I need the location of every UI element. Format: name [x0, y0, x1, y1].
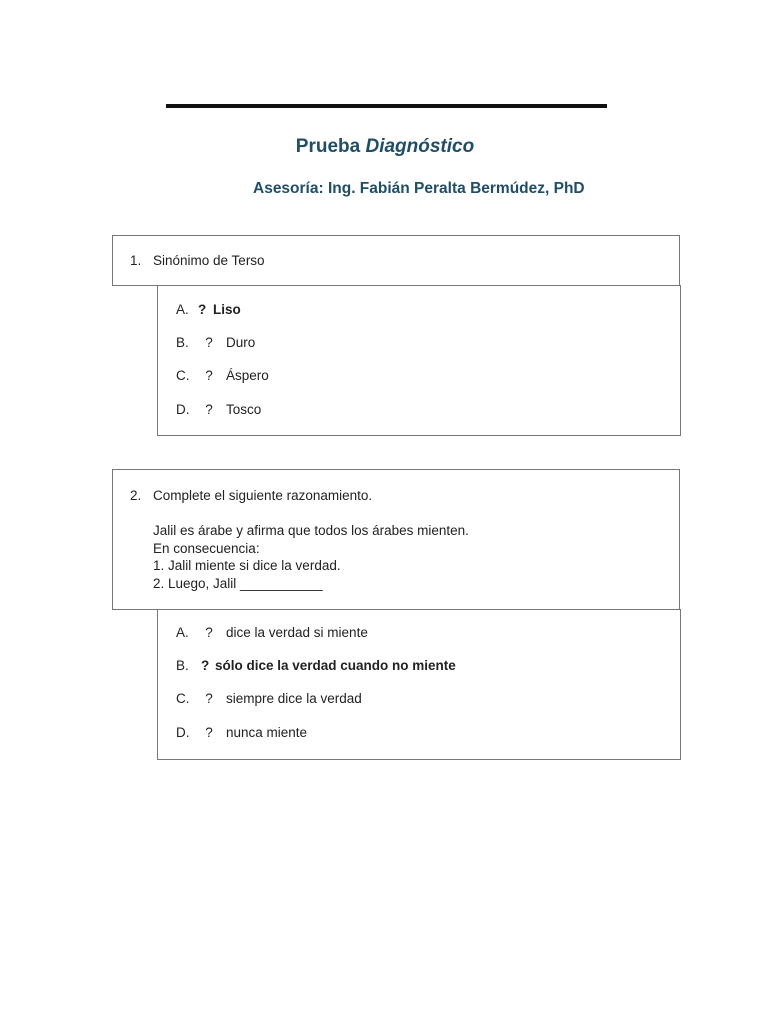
option-mark: ?	[205, 402, 213, 417]
option-text: Duro	[226, 335, 256, 350]
option-letter: C.	[176, 368, 190, 383]
option-b[interactable]	[176, 335, 255, 350]
question-text: Sinónimo de Terso	[153, 253, 265, 268]
option-text: Liso	[213, 302, 241, 317]
option-text: dice la verdad si miente	[226, 625, 368, 640]
option-letter: D.	[176, 402, 190, 417]
question-number: 2.	[130, 488, 142, 503]
option-mark: ?	[205, 691, 213, 706]
page-subtitle: Asesoría: Ing. Fabián Peralta Bermúdez, PhD	[253, 180, 585, 197]
option-mark: ?	[205, 368, 213, 383]
question-1-box	[112, 235, 680, 286]
option-a[interactable]	[176, 302, 241, 317]
option-text: sólo dice la verdad cuando no miente	[215, 658, 456, 673]
option-text: Tosco	[226, 402, 262, 417]
option-d[interactable]	[176, 402, 261, 417]
option-mark: ?	[205, 725, 213, 740]
question-text: Complete el siguiente razonamiento.	[153, 488, 373, 503]
option-c[interactable]	[176, 368, 269, 383]
premise-line-4: 2. Luego, Jalil ___________	[153, 575, 323, 591]
option-text: nunca miente	[226, 725, 308, 740]
option-letter: C.	[176, 691, 190, 706]
option-b[interactable]	[176, 658, 456, 673]
option-letter: A.	[176, 302, 189, 317]
premise-line-2: En consecuencia:	[153, 540, 260, 556]
title-italic: Diagnóstico	[365, 136, 475, 157]
option-mark: ?	[205, 625, 213, 640]
header-rule	[166, 104, 607, 108]
question-number: 1.	[130, 253, 142, 268]
option-mark: ?	[201, 658, 210, 673]
option-c[interactable]	[176, 691, 362, 706]
option-text: Áspero	[226, 368, 269, 383]
title-plain: Prueba	[295, 136, 361, 157]
option-letter: A.	[176, 625, 189, 640]
page-title	[0, 136, 770, 158]
option-mark: ?	[205, 335, 213, 350]
option-a[interactable]	[176, 625, 368, 640]
option-text: siempre dice la verdad	[226, 691, 362, 706]
option-mark: ?	[198, 302, 207, 317]
option-letter: B.	[176, 335, 189, 350]
question-1-options	[157, 285, 681, 436]
premise-line-3: 1. Jalil miente si dice la verdad.	[153, 558, 341, 573]
option-letter: B.	[176, 658, 189, 673]
question-2-box	[112, 469, 680, 610]
option-d[interactable]	[176, 725, 307, 740]
premise-line-1: Jalil es árabe y afirma que todos los árabes mienten.	[153, 523, 469, 538]
question-2-options	[157, 609, 681, 760]
option-letter: D.	[176, 725, 190, 740]
